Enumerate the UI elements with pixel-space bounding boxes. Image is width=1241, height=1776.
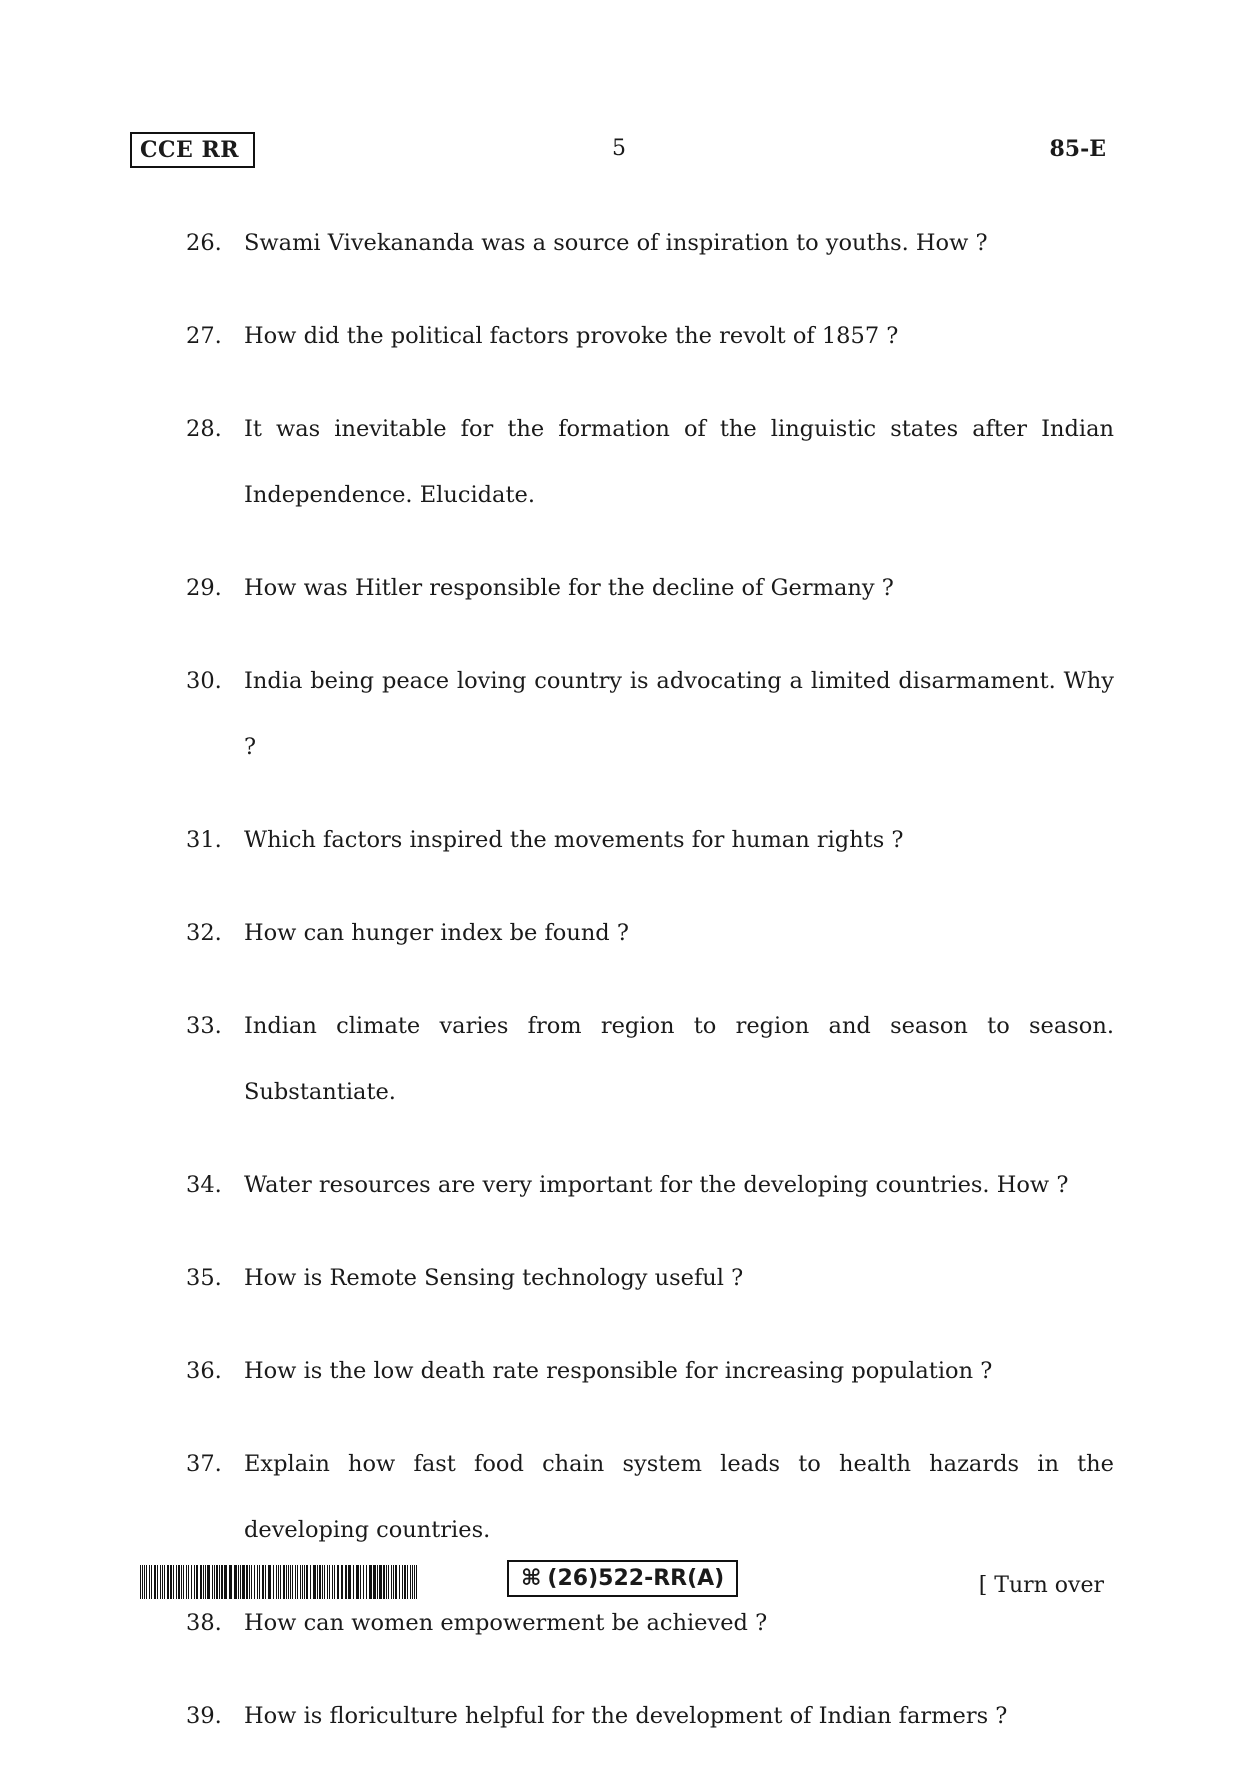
- question-text: India being peace loving country is advocating a limited disarmament. Why ?: [244, 668, 1114, 760]
- question-number: 36.: [186, 1358, 222, 1384]
- question-number: 28.: [186, 416, 222, 442]
- question-number: 33.: [186, 1013, 222, 1039]
- header-right-code: 85-E: [1049, 136, 1106, 162]
- question-item: [186, 900, 1114, 966]
- question-item: [186, 648, 1114, 780]
- question-item: [186, 1245, 1114, 1311]
- question-item: [186, 1431, 1114, 1563]
- question-item: [186, 993, 1114, 1125]
- question-item: [186, 1338, 1114, 1404]
- question-item: [186, 396, 1114, 528]
- turn-over-note: [ Turn over: [978, 1573, 1104, 1598]
- question-item: [186, 1152, 1114, 1218]
- question-number: 37.: [186, 1451, 222, 1477]
- command-key-icon: ⌘: [521, 1566, 542, 1591]
- paper-code-box: [507, 1560, 738, 1597]
- paper-code: (26)522-RR(A): [547, 1566, 725, 1591]
- question-number: 32.: [186, 920, 222, 946]
- question-list: [186, 210, 1114, 1776]
- question-text: How did the political factors provoke the revolt of 1857 ?: [244, 323, 899, 349]
- page-number: 5: [612, 136, 626, 161]
- question-text: How is the low death rate responsible for increasing population ?: [244, 1358, 993, 1384]
- question-text: How is floriculture helpful for the development of Indian farmers ?: [244, 1703, 1008, 1729]
- question-text: Explain how fast food chain system leads to health hazards in the developing countries.: [244, 1451, 1114, 1543]
- question-number: 26.: [186, 230, 222, 256]
- question-item: [186, 1590, 1114, 1656]
- question-number: 27.: [186, 323, 222, 349]
- question-item: [186, 210, 1114, 276]
- barcode-icon: [140, 1565, 420, 1599]
- question-text: Indian climate varies from region to region and season to season. Substantiate.: [244, 1013, 1114, 1105]
- question-text: How is Remote Sensing technology useful ?: [244, 1265, 744, 1291]
- question-item: [186, 555, 1114, 621]
- question-text: It was inevitable for the formation of the linguistic states after Indian Independence. Elucidate.: [244, 416, 1114, 508]
- question-text: Water resources are very important for the developing countries. How ?: [244, 1172, 1069, 1198]
- question-item: [186, 807, 1114, 873]
- question-text: Swami Vivekananda was a source of inspiration to youths. How ?: [244, 230, 988, 256]
- question-item: [186, 303, 1114, 369]
- question-text: Which factors inspired the movements for human rights ?: [244, 827, 904, 853]
- question-text: How can hunger index be found ?: [244, 920, 629, 946]
- question-text: How was Hitler responsible for the decline of Germany ?: [244, 575, 894, 601]
- question-item: [186, 1683, 1114, 1749]
- question-text: How can women empowerment be achieved ?: [244, 1610, 768, 1636]
- question-number: 29.: [186, 575, 222, 601]
- question-number: 34.: [186, 1172, 222, 1198]
- question-number: 35.: [186, 1265, 222, 1291]
- question-number: 38.: [186, 1610, 222, 1636]
- question-number: 31.: [186, 827, 222, 853]
- header-left-code: CCE RR: [130, 132, 255, 168]
- question-number: 30.: [186, 668, 222, 694]
- question-number: 39.: [186, 1703, 222, 1729]
